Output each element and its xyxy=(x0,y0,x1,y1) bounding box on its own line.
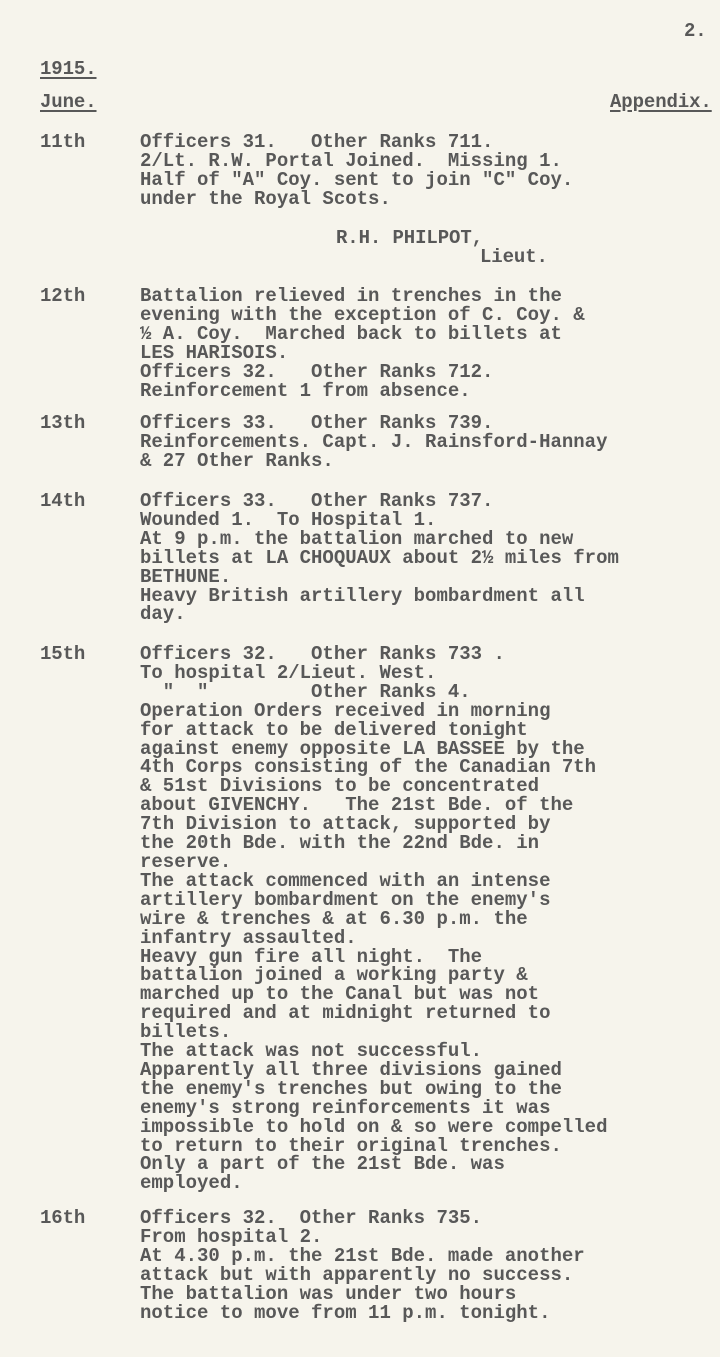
entry-line: notice to move from 11 p.m. tonight. xyxy=(140,1301,551,1324)
entry-line: Apparently all three divisions gained xyxy=(140,1058,562,1081)
entry-line: Officers 32. Other Ranks 735. xyxy=(140,1207,483,1229)
entry-line: Officers 33. Other Ranks 737. xyxy=(140,490,494,512)
entry-line: Operation Orders received in morning xyxy=(140,699,551,722)
entry-line: ½ A. Coy. Marched back to billets at xyxy=(140,322,562,345)
entry-line: Officers 32. Other Ranks 712. xyxy=(140,360,494,383)
entry-line: From hospital 2. xyxy=(140,1225,323,1248)
entry-line: billets. xyxy=(140,1021,232,1044)
entry-line: Officers 33. Other Ranks 739. xyxy=(140,412,494,434)
entry-line: & 51st Divisions to be concentrated xyxy=(140,775,540,798)
entry-date: 12th xyxy=(40,285,86,307)
entry-line: & 27 Other Ranks. xyxy=(140,449,334,472)
month-heading: June. xyxy=(40,91,97,113)
entry-line: The attack was not successful. xyxy=(140,1040,483,1063)
entry-line: Reinforcement 1 from absence. xyxy=(140,379,471,402)
entry-text xyxy=(140,133,573,209)
year-heading: 1915. xyxy=(40,58,97,80)
entry-line: for attack to be delivered tonight xyxy=(140,718,528,741)
entry-text xyxy=(140,492,619,624)
entry-line: marched up to the Canal but was not xyxy=(140,983,540,1006)
entry-line: At 4.30 p.m. the 21st Bde. made another xyxy=(140,1244,585,1267)
entry-line: billets at LA CHOQUAUX about 2½ miles from xyxy=(140,546,619,569)
entry-line: 4th Corps consisting of the Canadian 7th xyxy=(140,756,597,779)
signature-name: R.H. PHILPOT, xyxy=(336,227,483,249)
entry-line: attack but with apparently no success. xyxy=(140,1263,574,1286)
entry-date: 11th xyxy=(40,131,86,153)
entry-date: 15th xyxy=(40,643,86,665)
entry-line: 2/Lt. R.W. Portal Joined. Missing 1. xyxy=(140,149,562,172)
entry-text xyxy=(140,645,607,1193)
entry-line: Battalion relieved in trenches in the xyxy=(140,285,562,307)
entry-line: required and at midnight returned to xyxy=(140,1002,551,1025)
entry-line: Only a part of the 21st Bde. was xyxy=(140,1153,505,1176)
entry-line: about GIVENCHY. The 21st Bde. of the xyxy=(140,794,574,817)
entry-line: artillery bombardment on the enemy's xyxy=(140,888,551,911)
entry-line: Wounded 1. To Hospital 1. xyxy=(140,508,437,531)
entry-line: wire & trenches & at 6.30 p.m. the xyxy=(140,907,528,930)
entry-line: The attack commenced with an intense xyxy=(140,869,551,892)
entry-line: the enemy's trenches but owing to the xyxy=(140,1077,562,1100)
entry-date: 14th xyxy=(40,490,86,512)
entry-line: Heavy British artillery bombardment all xyxy=(140,584,585,607)
entry-line: enemy's strong reinforcements it was xyxy=(140,1096,551,1119)
entry-line: The battalion was under two hours xyxy=(140,1282,517,1305)
entry-line: Reinforcements. Capt. J. Rainsford-Hannay xyxy=(140,430,608,453)
entry-line: 7th Division to attack, supported by xyxy=(140,813,551,836)
entry-line: impossible to hold on & so were compelled xyxy=(140,1115,608,1138)
entry-line: employed. xyxy=(140,1172,243,1195)
entry-line: Half of "A" Coy. sent to join "C" Coy. xyxy=(140,168,574,191)
signature-rank: Lieut. xyxy=(480,246,548,268)
entry-text xyxy=(140,1209,585,1322)
entry-line: against enemy opposite LA BASSEE by the xyxy=(140,737,585,760)
page-number: 2. xyxy=(684,20,707,42)
entry-line: LES HARISOIS. xyxy=(140,341,289,364)
entry-line: To hospital 2/Lieut. West. xyxy=(140,661,437,684)
entry-line: BETHUNE. xyxy=(140,565,232,588)
appendix-heading: Appendix. xyxy=(610,91,712,113)
entry-line: the 20th Bde. with the 22nd Bde. in xyxy=(140,832,540,855)
entry-line: At 9 p.m. the battalion marched to new xyxy=(140,527,574,550)
entry-line: " " Other Ranks 4. xyxy=(140,680,471,703)
entry-line: Officers 31. Other Ranks 711. xyxy=(140,131,494,153)
entry-line: to return to their original trenches. xyxy=(140,1134,562,1157)
entry-line: infantry assaulted. xyxy=(140,926,357,949)
entry-line: Heavy gun fire all night. The xyxy=(140,945,483,968)
entry-line: reserve. xyxy=(140,850,232,873)
entry-text xyxy=(140,414,607,471)
entry-text xyxy=(140,287,585,400)
entry-line: evening with the exception of C. Coy. & xyxy=(140,303,585,326)
entry-date: 16th xyxy=(40,1207,86,1229)
entry-line: day. xyxy=(140,603,186,626)
entry-line: battalion joined a working party & xyxy=(140,964,528,987)
entry-line: under the Royal Scots. xyxy=(140,187,391,210)
entry-date: 13th xyxy=(40,412,86,434)
entry-line: Officers 32. Other Ranks 733 . xyxy=(140,643,505,665)
